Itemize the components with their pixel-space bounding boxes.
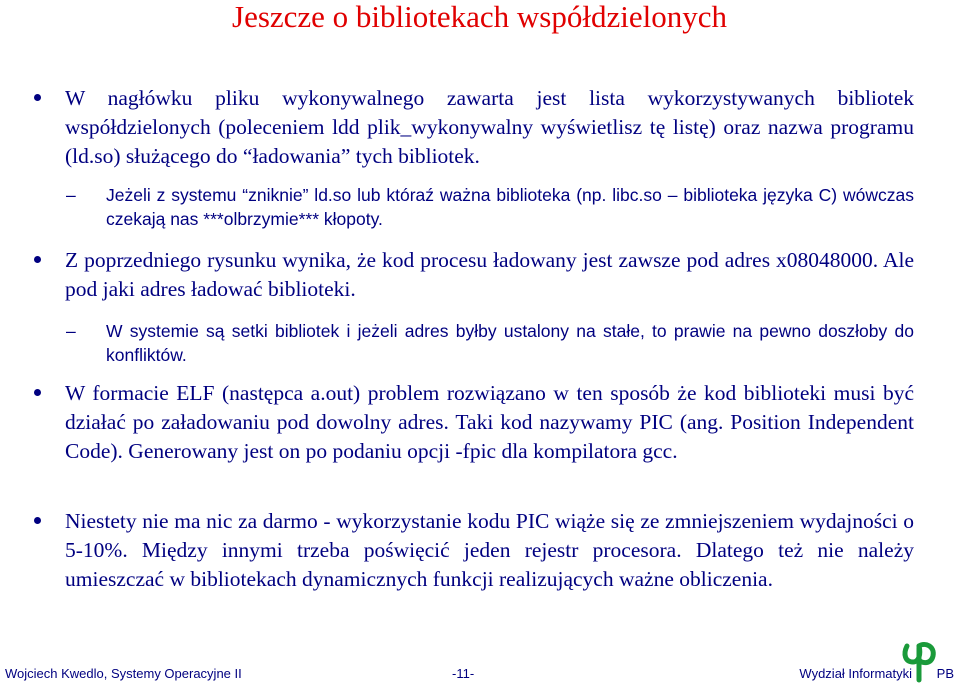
sub-text: W systemie są setki bibliotek i jeżeli adres byłby ustalony na stałe, to prawie na pewno doszłoby do konfliktów. (106, 321, 914, 365)
dash-marker: – (66, 185, 76, 205)
footer-faculty: Wydział Informatyki (799, 666, 912, 681)
footer-author: Wojciech Kwedlo, Systemy Operacyjne II (5, 666, 242, 681)
bullet-marker (34, 256, 41, 263)
bullet-item-3 (0, 379, 914, 466)
bullet-text: Niestety nie ma nic za darmo - wykorzystanie kodu PIC wiąże się ze zmniejszeniem wydajności o 5-10%. Między innymi trzeba poświęcić jeden rejestr procesora. Dlatego też nie należy umieszczać w bibliotekach dynamicznych funkcji realizujących ważne obliczenia. (65, 509, 914, 591)
bullet-marker (34, 389, 41, 396)
dash-marker: – (66, 321, 76, 341)
bullet-item-1 (0, 84, 914, 171)
sub-text: Jeżeli z systemu “zniknie” ld.so lub któraź ważna biblioteka (np. libc.so – biblioteka języka C) wówczas czekają nas ***olbrzymie*** kłopoty. (106, 185, 914, 229)
bullet-text: Z poprzedniego rysunku wynika, że kod procesu ładowany jest zawsze pod adres x08048000. Ale pod jaki adres ładować biblioteki. (65, 248, 914, 301)
bullet-marker (34, 517, 41, 524)
footer (0, 666, 959, 685)
bullet-marker (34, 94, 41, 101)
bullet-item-4 (0, 507, 914, 594)
bullet-text: W nagłówku pliku wykonywalnego zawarta jest lista wykorzystywanych bibliotek współdzielonych (poleceniem ldd plik_wykonywalny wyświetlisz tę listę) oraz nazwa programu (ld.so) służącego do “ładowania” tych bibliotek. (65, 86, 914, 168)
sub-item-1 (0, 183, 914, 231)
bullet-text: W formacie ELF (następca a.out) problem rozwiązano w ten sposób że kod biblioteki musi być działać po załadowaniu pod dowolny adres. Taki kod nazywamy PIC (ang. Position Independent Code). Generowany jest on po podaniu opcji -fpic dla kompilatora gcc. (65, 381, 914, 463)
sub-item-2 (0, 319, 914, 367)
bullet-item-2 (0, 246, 914, 304)
slide-title: Jeszcze o bibliotekach współdzielonych (232, 0, 727, 34)
footer-page-number: -11- (452, 666, 475, 681)
footer-pb: PB (936, 666, 954, 681)
